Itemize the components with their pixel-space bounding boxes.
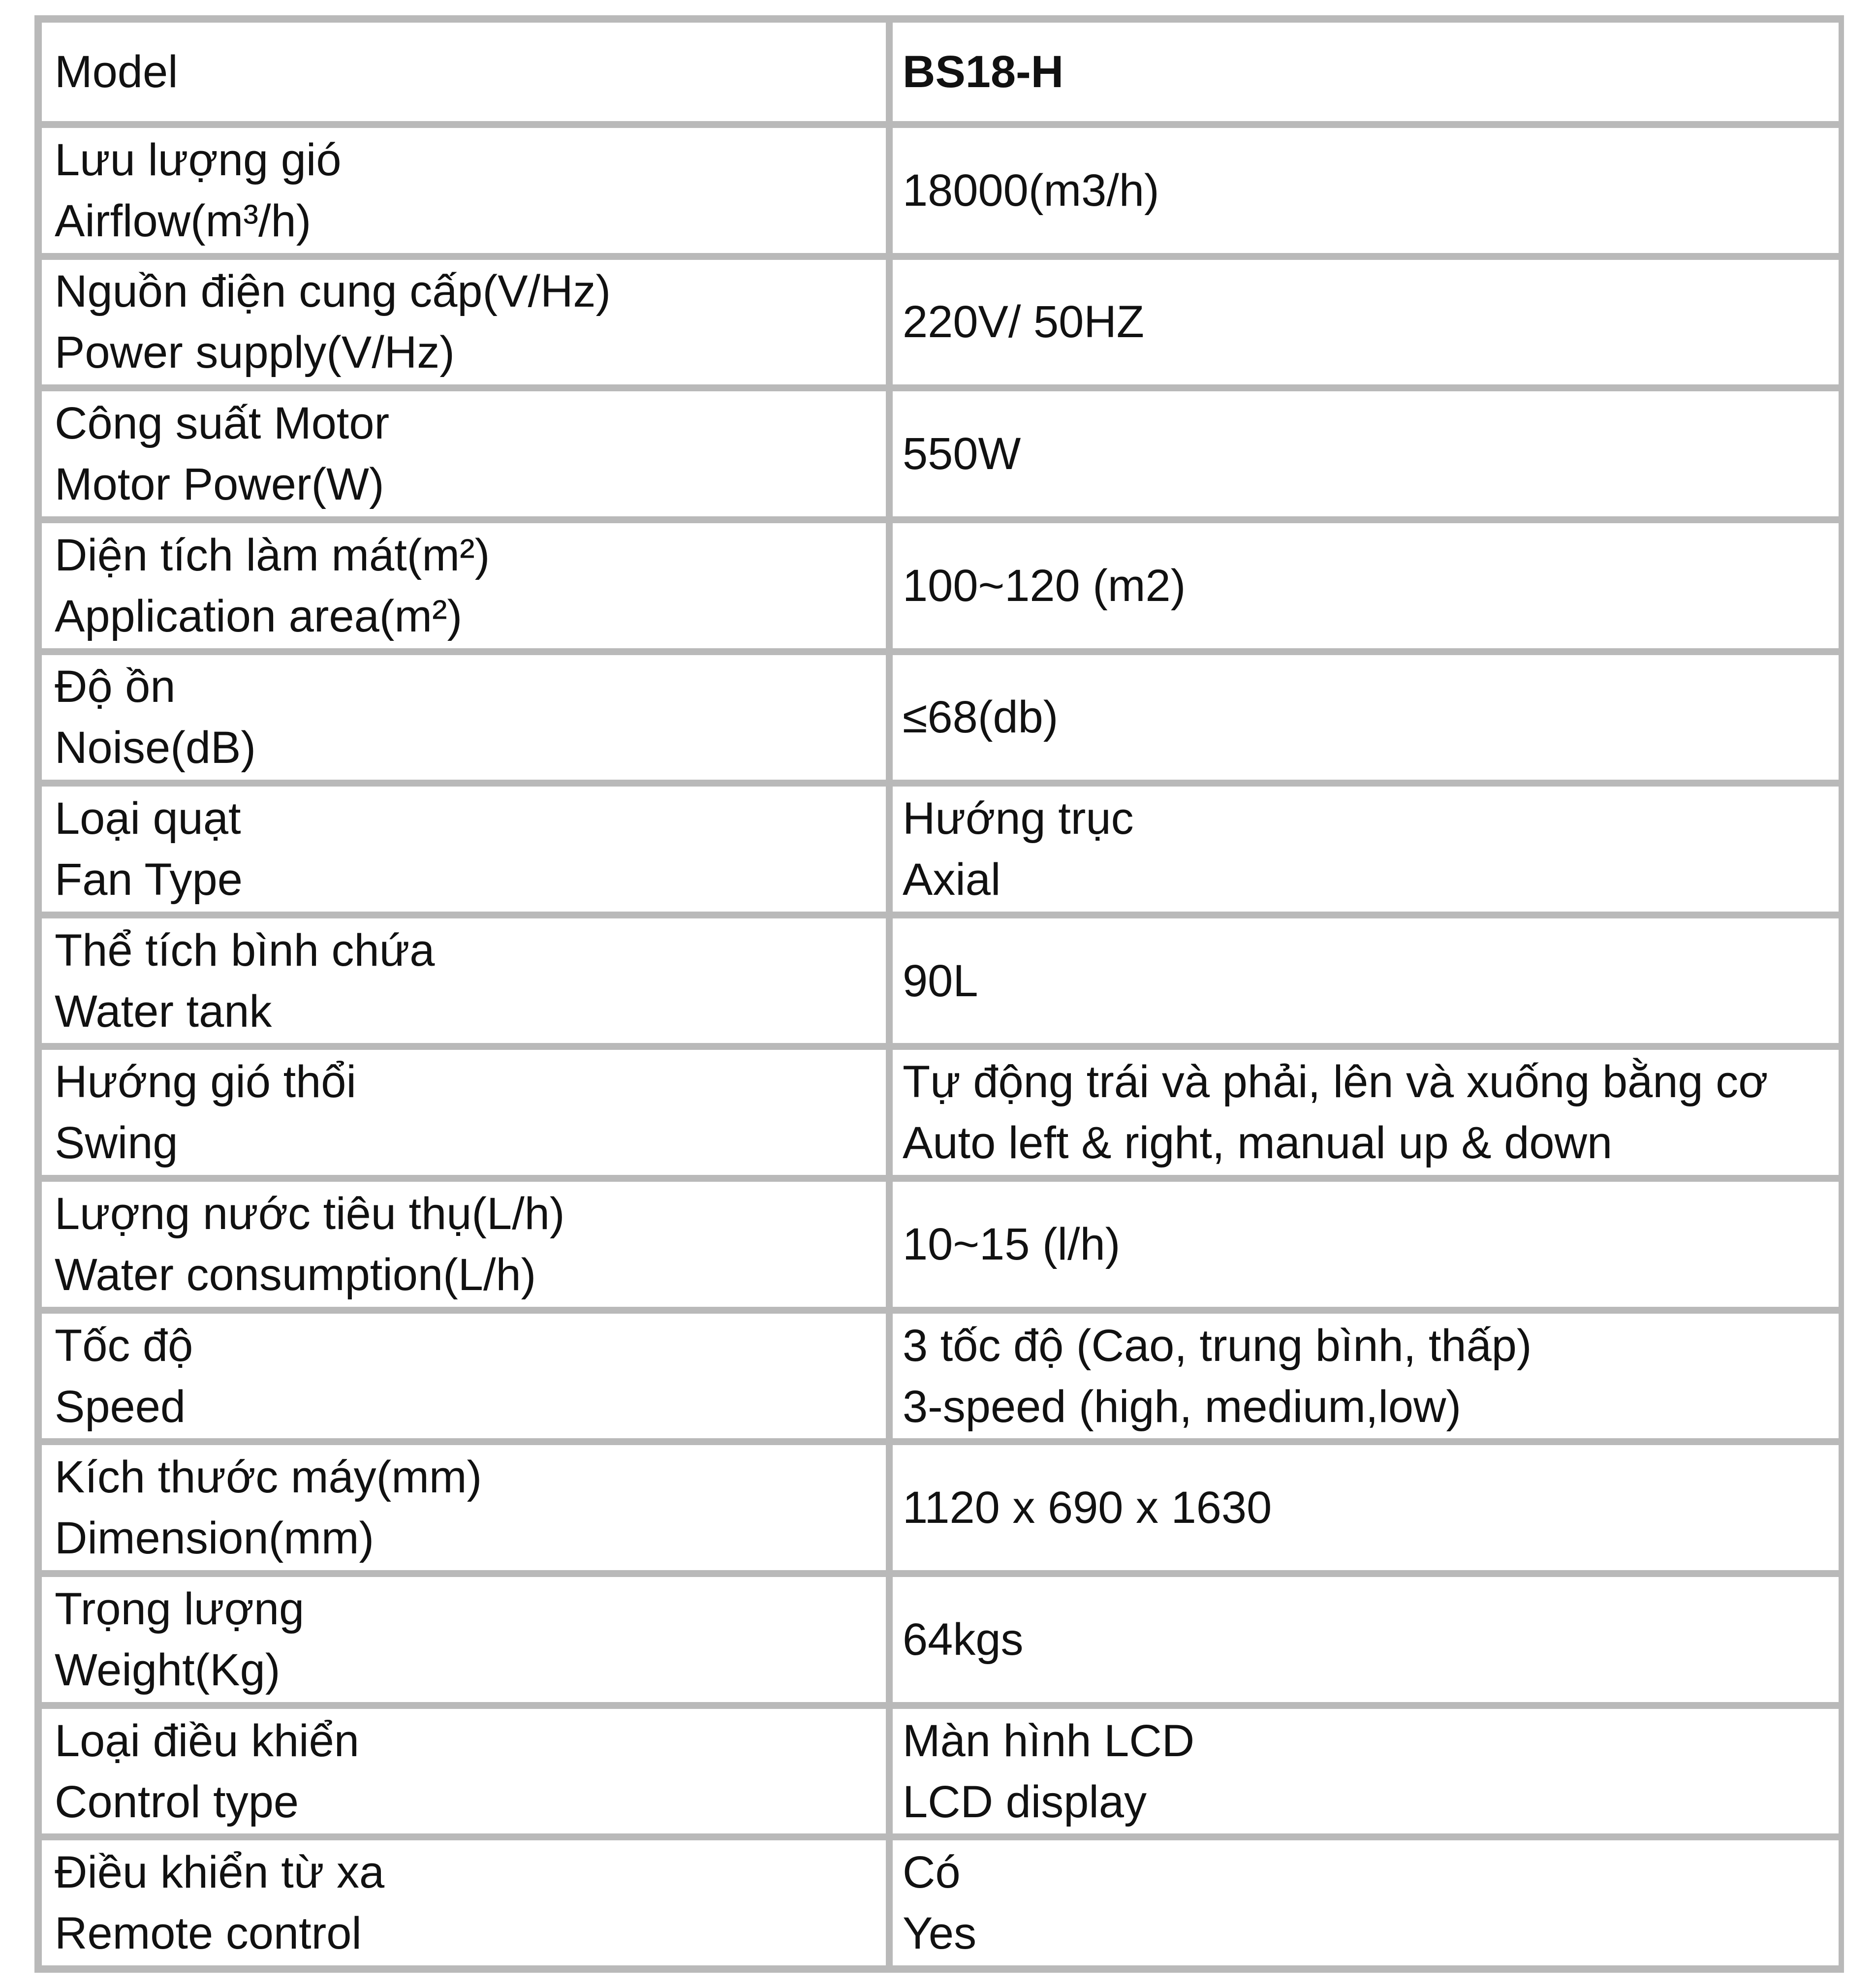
value-model (893, 23, 1839, 121)
value-text: 100~120 (m2) (903, 560, 1186, 611)
value-swing (893, 1050, 1839, 1175)
label-text-vi: Độ ồn (55, 662, 176, 712)
label-text-vi: Loại quạt (55, 793, 241, 844)
label-dimension (42, 1445, 886, 1570)
label-text-vi: Điều khiển từ xa (55, 1847, 385, 1898)
value-text: BS18-H (903, 47, 1064, 97)
label-text-en: Airflow(m³/h) (55, 195, 312, 246)
label-text-en: Swing (55, 1118, 178, 1168)
label-text-en: Weight(Kg) (55, 1644, 281, 1695)
label-remote-control (42, 1840, 886, 1965)
label-text-vi: Diện tích làm mát(m²) (55, 530, 490, 580)
label-noise (42, 655, 886, 780)
value-application-area (893, 523, 1839, 648)
label-text-en: Power supply(V/Hz) (55, 327, 455, 378)
label-text-en: Remote control (55, 1908, 362, 1959)
value-text-en: 3-speed (high, medium,low) (903, 1381, 1462, 1432)
label-text-en: Dimension(mm) (55, 1513, 375, 1564)
value-text: 90L (903, 955, 978, 1006)
label-text: Model (55, 47, 178, 97)
label-text-vi: Công suất Motor (55, 398, 390, 449)
value-text: 64kgs (903, 1614, 1024, 1665)
spec-table (34, 15, 1844, 1973)
value-text: 18000(m3/h) (903, 165, 1159, 216)
label-text-vi: Kích thước máy(mm) (55, 1452, 482, 1503)
value-text-vi: Tự động trái và phải, lên và xuống bằng cơ (903, 1057, 1768, 1107)
value-text-vi: Có (903, 1847, 961, 1898)
label-motor-power (42, 391, 886, 516)
label-text-en: Speed (55, 1381, 186, 1432)
label-text-en: Fan Type (55, 854, 243, 905)
value-text-en: LCD display (903, 1776, 1147, 1827)
label-text-en: Water tank (55, 986, 272, 1037)
value-motor-power (893, 391, 1839, 516)
value-water-tank (893, 918, 1839, 1043)
label-control-type (42, 1709, 886, 1834)
label-text-vi: Hướng gió thổi (55, 1057, 356, 1107)
value-text-en: Axial (903, 854, 1001, 905)
label-text-vi: Lượng nước tiêu thụ(L/h) (55, 1188, 565, 1239)
label-text-en: Control type (55, 1776, 299, 1827)
label-model (42, 23, 886, 121)
value-text: 220V/ 50HZ (903, 297, 1144, 347)
value-text: 550W (903, 429, 1021, 479)
label-text-vi: Thể tích bình chứa (55, 925, 435, 976)
value-remote-control (893, 1840, 1839, 1965)
value-water-consumption (893, 1182, 1839, 1307)
value-weight (893, 1577, 1839, 1702)
value-text: ≤68(db) (903, 692, 1059, 743)
value-text-vi: Màn hình LCD (903, 1715, 1195, 1766)
label-airflow (42, 128, 886, 253)
value-speed (893, 1314, 1839, 1439)
value-text-en: Auto left & right, manual up & down (903, 1118, 1613, 1168)
label-power-supply (42, 260, 886, 385)
label-fan-type (42, 787, 886, 912)
label-weight (42, 1577, 886, 1702)
label-water-consumption (42, 1182, 886, 1307)
label-swing (42, 1050, 886, 1175)
label-text-en: Motor Power(W) (55, 459, 384, 510)
label-text-vi: Loại điều khiển (55, 1715, 359, 1766)
label-text-en: Application area(m²) (55, 591, 463, 641)
value-power-supply (893, 260, 1839, 385)
value-text: 10~15 (l/h) (903, 1219, 1121, 1269)
label-water-tank (42, 918, 886, 1043)
label-text-vi: Lưu lượng gió (55, 134, 342, 185)
label-text-vi: Trọng lượng (55, 1583, 305, 1634)
value-dimension (893, 1445, 1839, 1570)
value-control-type (893, 1709, 1839, 1834)
value-fan-type (893, 787, 1839, 912)
label-text-vi: Nguồn điện cung cấp(V/Hz) (55, 266, 611, 317)
label-application-area (42, 523, 886, 648)
label-text-en: Noise(dB) (55, 723, 256, 773)
value-noise (893, 655, 1839, 780)
value-text-vi: 3 tốc độ (Cao, trung bình, thấp) (903, 1320, 1532, 1371)
value-text: 1120 x 690 x 1630 (903, 1483, 1272, 1533)
label-text-vi: Tốc độ (55, 1320, 193, 1371)
label-speed (42, 1314, 886, 1439)
value-airflow (893, 128, 1839, 253)
value-text-en: Yes (903, 1908, 977, 1959)
label-text-en: Water consumption(L/h) (55, 1249, 536, 1300)
value-text-vi: Hướng trục (903, 793, 1134, 844)
